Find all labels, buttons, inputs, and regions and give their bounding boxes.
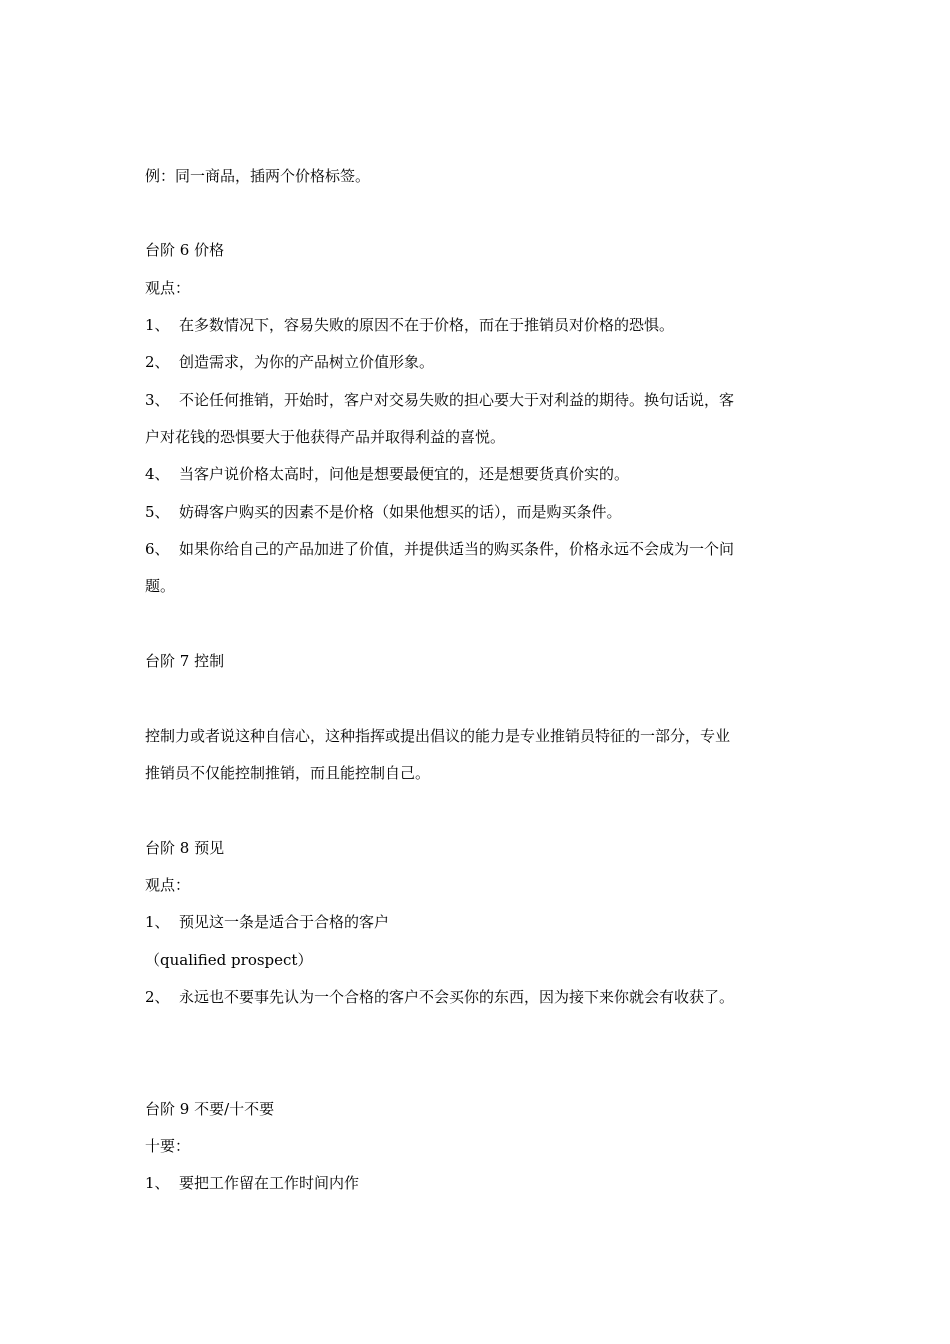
step6-item-3-continued: 户对花钱的恐惧要大于他获得产品并取得利益的喜悦。 xyxy=(145,428,506,446)
item-number: 6、 xyxy=(145,540,170,558)
item-number: 1、 xyxy=(145,913,170,931)
step9-ten-do-label: 十要： xyxy=(145,1137,191,1155)
step7-paragraph-line-2: 推销员不仅能控制推销，而且能控制自己。 xyxy=(145,764,431,782)
step8-heading: 台阶 8 预见 xyxy=(145,839,225,857)
step8-item-2 xyxy=(145,987,810,1007)
step6-item-2 xyxy=(145,352,810,372)
item-text: 如果你给自己的产品加进了价值，并提供适当的购买条件，价格永远不会成为一个问 xyxy=(179,540,735,558)
step6-item-6 xyxy=(145,539,810,559)
item-text: 当客户说价格太高时，问他是想要最便宜的，还是想要货真价实的。 xyxy=(179,465,630,483)
step6-item-6-continued: 题。 xyxy=(145,577,176,595)
step7-heading: 台阶 7 控制 xyxy=(145,652,225,670)
item-number: 2、 xyxy=(145,353,170,371)
step6-viewpoint-label: 观点： xyxy=(145,279,191,297)
item-text: 不论任何推销，开始时，客户对交易失败的担心要大于对利益的期待。换句话说，客 xyxy=(179,391,735,409)
step9-item-1 xyxy=(145,1173,810,1193)
item-number: 4、 xyxy=(145,465,170,483)
item-number: 3、 xyxy=(145,391,170,409)
example-text: 例：同一商品，插两个价格标签。 xyxy=(145,167,371,185)
item-text: 在多数情况下，容易失败的原因不在于价格，而在于推销员对价格的恐惧。 xyxy=(179,316,675,334)
step6-heading: 台阶 6 价格 xyxy=(145,241,225,259)
item-text: 永远也不要事先认为一个合格的客户不会买你的东西，因为接下来你就会有收获了。 xyxy=(179,988,735,1006)
item-text: 预见这一条是适合于合格的客户 xyxy=(179,913,390,931)
step9-heading: 台阶 9 不要/十不要 xyxy=(145,1100,275,1118)
item-text: 创造需求，为你的产品树立价值形象。 xyxy=(179,353,435,371)
step6-item-5 xyxy=(145,502,810,522)
item-text: 要把工作留在工作时间内作 xyxy=(179,1174,360,1192)
step8-viewpoint-label: 观点： xyxy=(145,876,191,894)
item-text: 妨碍客户购买的因素不是价格（如果他想买的话），而是购买条件。 xyxy=(179,503,622,521)
step7-paragraph-line-1: 控制力或者说这种自信心，这种指挥或提出倡议的能力是专业推销员特征的一部分，专业 xyxy=(145,727,731,745)
step6-item-3 xyxy=(145,390,810,410)
item-number: 1、 xyxy=(145,1174,170,1192)
step8-item-1 xyxy=(145,912,810,932)
item-number: 1、 xyxy=(145,316,170,334)
step6-item-4 xyxy=(145,464,810,484)
item-number: 5、 xyxy=(145,503,170,521)
step8-item-1-note: （qualified prospect） xyxy=(145,951,313,969)
step6-item-1 xyxy=(145,315,810,335)
item-number: 2、 xyxy=(145,988,170,1006)
